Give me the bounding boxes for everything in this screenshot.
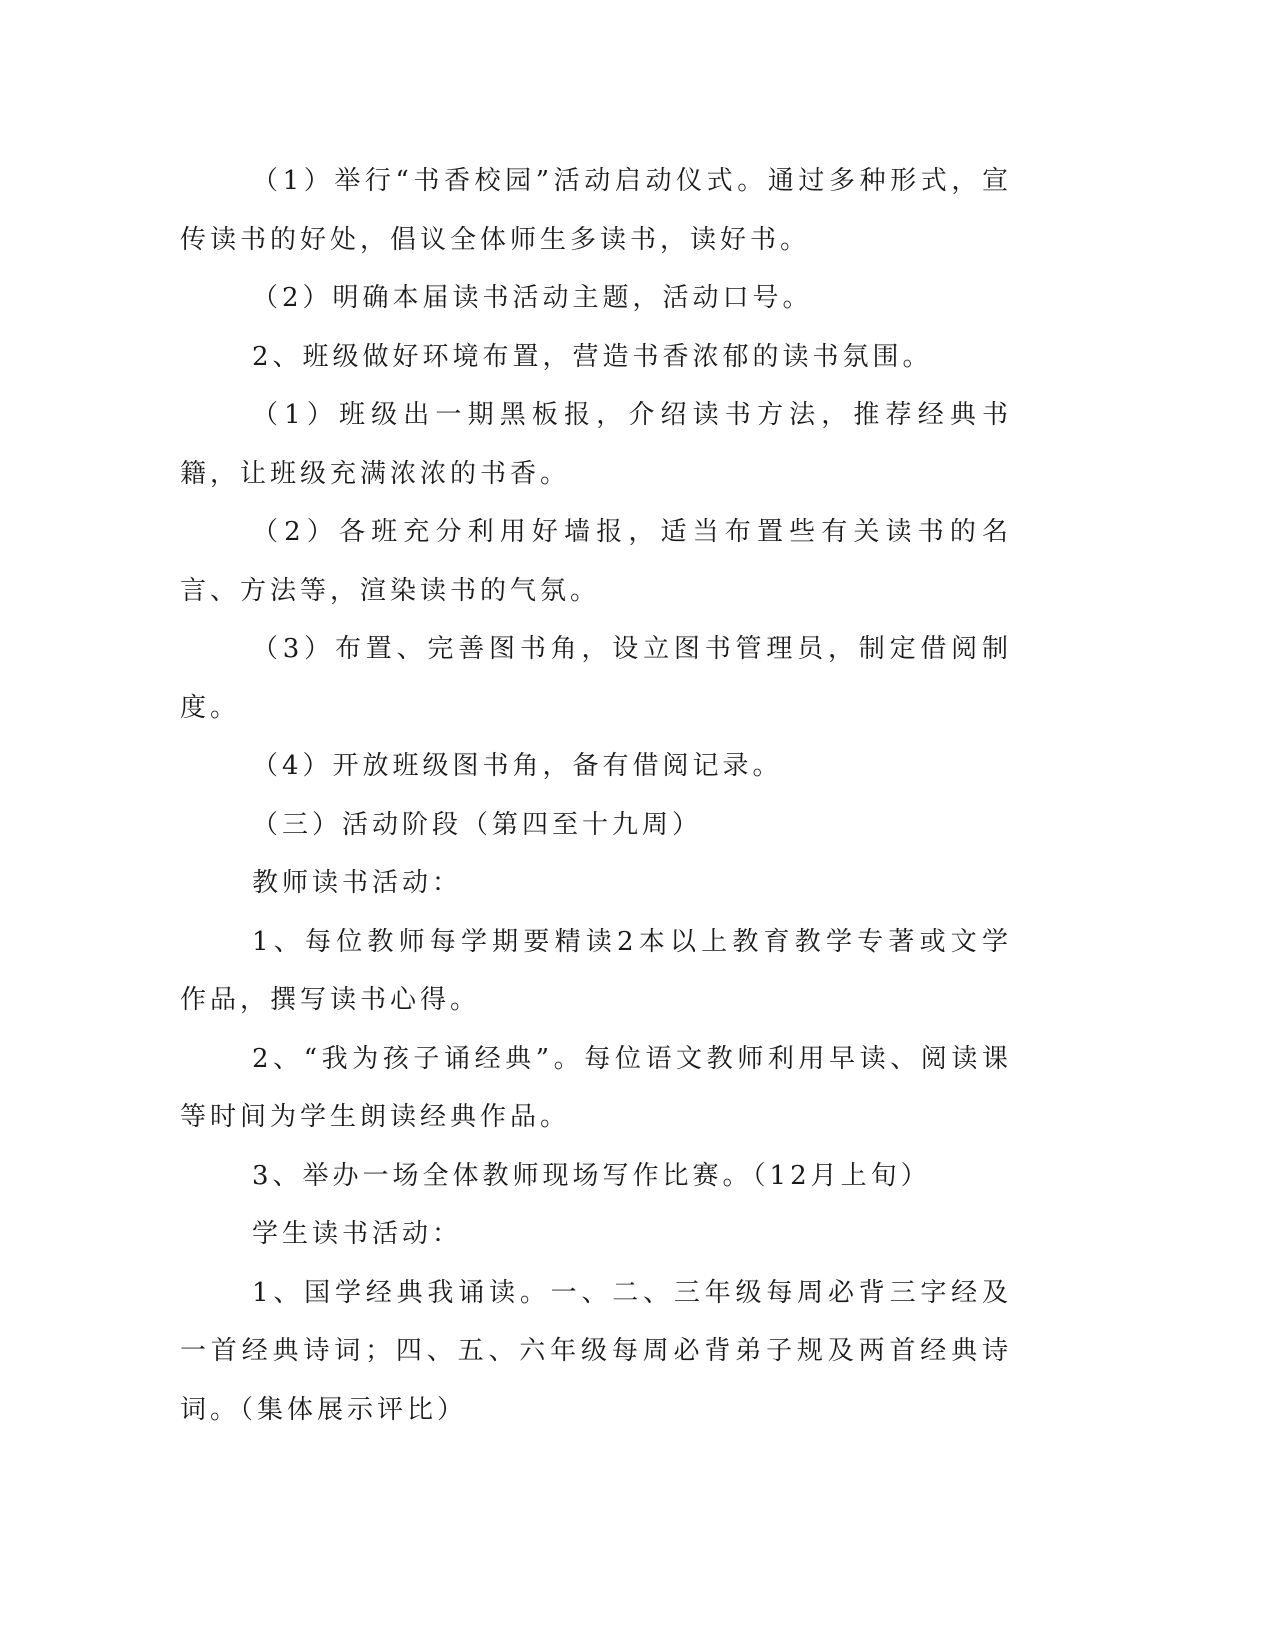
paragraph: （2）各班充分利用好墙报，适当布置些有关读书的名言、方法等，渲染读书的气氛。 — [180, 517, 1012, 606]
paragraph: （4）开放班级图书角，备有借阅记录。 — [252, 751, 783, 781]
paragraph: （1）举行“书香校园”活动启动仪式。通过多种形式，宣传读书的好处，倡议全体师生多读书，读好书。 — [180, 166, 1012, 255]
paragraph: 2、“我为孩子诵经典”。每位语文教师利用早读、阅读课等时间为学生朗读经典作品。 — [180, 1043, 1012, 1132]
paragraph: （2）明确本届读书活动主题，活动口号。 — [252, 283, 813, 313]
section-heading: （三）活动阶段（第四至十九周） — [252, 809, 703, 840]
subsection-heading: 教师读书活动： — [252, 868, 463, 898]
paragraph: （3）布置、完善图书角，设立图书管理员，制定借阅制度。 — [180, 634, 1012, 723]
subsection-heading: 学生读书活动： — [252, 1219, 463, 1249]
paragraph: 1、每位教师每学期要精读2本以上教育教学专著或文学作品，撰写读书心得。 — [180, 926, 1012, 1015]
paragraph: 3、举办一场全体教师现场写作比赛。（12月上旬） — [252, 1160, 931, 1191]
paragraph: 1、国学经典我诵读。一、二、三年级每周必背三字经及一首经典诗词；四、五、六年级每周必背弟子规及两首经典诗词。（集体展示评比） — [180, 1277, 1012, 1425]
paragraph: （1）班级出一期黑板报，介绍读书方法，推荐经典书籍，让班级充满浓浓的书香。 — [180, 400, 1012, 489]
paragraph: 2、班级做好环境布置，营造书香浓郁的读书氛围。 — [252, 341, 933, 372]
document-body — [180, 152, 1012, 1439]
